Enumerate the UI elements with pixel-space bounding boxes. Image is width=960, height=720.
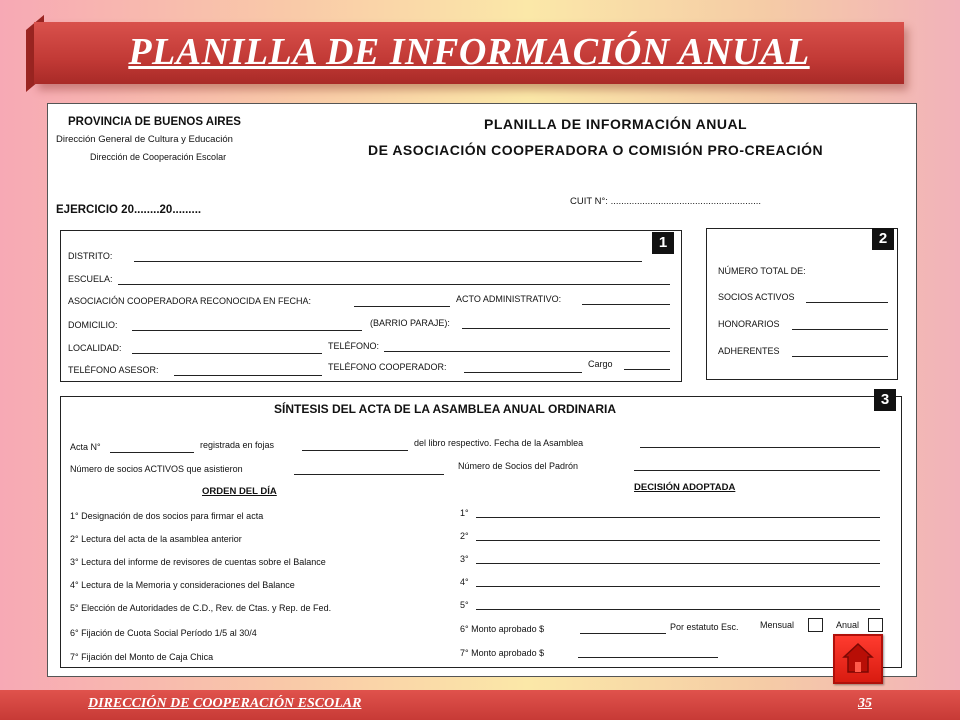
cargo-field[interactable] <box>624 369 670 370</box>
socios-asistieron-label: Número de socios ACTIVOS que asistieron <box>70 464 243 474</box>
section-1-number: 1 <box>652 232 674 254</box>
anual-checkbox[interactable] <box>868 618 883 632</box>
section-3-title: SÍNTESIS DEL ACTA DE LA ASAMBLEA ANUAL ORDINARIA <box>274 402 617 416</box>
localidad-field[interactable] <box>132 353 322 354</box>
decision-field[interactable] <box>476 586 880 587</box>
anual-label: Anual <box>836 620 860 630</box>
decision-heading: DECISIÓN ADOPTADA <box>634 482 736 493</box>
decision-item: 7° Monto aprobado $ <box>460 648 545 658</box>
escuela-field[interactable] <box>118 284 670 285</box>
org-subdirection: Dirección de Cooperación Escolar <box>90 152 227 162</box>
mensual-label: Mensual <box>760 620 795 630</box>
org-direction: Dirección General de Cultura y Educación <box>56 134 233 145</box>
socios-padron-label: Número de Socios del Padrón <box>458 461 579 471</box>
org-province: PROVINCIA DE BUENOS AIRES <box>68 116 241 128</box>
honorarios-field[interactable] <box>792 329 888 330</box>
estatuto-label: Por estatuto Esc. <box>670 622 739 632</box>
cargo-label: Cargo <box>588 359 613 369</box>
tel-coop-label: TELÉFONO COOPERADOR: <box>328 362 447 372</box>
decision-item: 6° Monto aprobado $ <box>460 624 545 634</box>
barrio-field[interactable] <box>462 328 670 329</box>
fecha-asamblea-field[interactable] <box>640 447 880 448</box>
cuota-amount-field[interactable] <box>580 633 666 634</box>
adherentes-label: ADHERENTES <box>718 346 780 356</box>
decision-field[interactable] <box>476 609 880 610</box>
page-number: 35 <box>858 696 872 711</box>
total-label: NÚMERO TOTAL DE: <box>718 266 806 276</box>
section-3-number: 3 <box>874 389 896 411</box>
acto-field[interactable] <box>582 304 670 305</box>
section-2-box <box>706 228 898 380</box>
socios-activos-field[interactable] <box>806 302 888 303</box>
domicilio-label: DOMICILIO: <box>68 320 118 330</box>
agenda-item: 5° Elección de Autoridades de C.D., Rev. de Ctas. y Rep. de Fed. <box>70 603 332 613</box>
socios-asistieron-field[interactable] <box>294 474 444 475</box>
decision-field[interactable] <box>476 540 880 541</box>
page-title: PLANILLA DE INFORMACIÓN ANUAL <box>128 31 810 73</box>
cuit-label: CUIT N°: ......................................................... <box>570 196 762 207</box>
acto-label: ACTO ADMINISTRATIVO: <box>456 294 562 304</box>
footer-text: DIRECCIÓN DE COOPERACIÓN ESCOLAR <box>88 696 362 711</box>
barrio-label: (BARRIO PARAJE): <box>370 318 450 328</box>
decision-item: 3° <box>460 554 469 564</box>
agenda-item: 3° Lectura del informe de revisores de cuentas sobre el Balance <box>70 557 326 567</box>
orden-del-dia-heading: ORDEN DEL DÍA <box>202 486 277 497</box>
telefono-field[interactable] <box>384 351 670 352</box>
acta-field[interactable] <box>110 452 194 453</box>
decision-item: 2° <box>460 531 469 541</box>
home-icon <box>835 636 881 682</box>
agenda-item: 6° Fijación de Cuota Social Período 1/5 al 30/4 <box>70 628 257 638</box>
agenda-item: 4° Lectura de la Memoria y consideraciones del Balance <box>70 580 295 590</box>
decision-item: 4° <box>460 577 469 587</box>
mensual-checkbox[interactable] <box>808 618 823 632</box>
section-2-number: 2 <box>872 228 894 250</box>
telefono-label: TELÉFONO: <box>328 341 380 351</box>
form-title-2: DE ASOCIACIÓN COOPERADORA O COMISIÓN PRO-CREACIÓN <box>368 142 824 158</box>
fecha-field[interactable] <box>354 306 450 307</box>
form-title-1: PLANILLA DE INFORMACIÓN ANUAL <box>484 116 748 132</box>
localidad-label: LOCALIDAD: <box>68 343 122 353</box>
socios-activos-label: SOCIOS ACTIVOS <box>718 292 795 302</box>
acta-label: Acta N° <box>70 442 101 452</box>
tel-asesor-field[interactable] <box>174 375 322 376</box>
agenda-item: 2° Lectura del acta de la asamblea anterior <box>70 534 242 544</box>
tel-coop-field[interactable] <box>464 372 582 373</box>
fojas-field[interactable] <box>302 450 408 451</box>
escuela-label: ESCUELA: <box>68 274 113 284</box>
agenda-item: 1° Designación de dos socios para firmar el acta <box>70 511 264 521</box>
registrada-label: registrada en fojas <box>200 440 275 450</box>
form-document <box>47 103 917 677</box>
title-banner <box>34 22 904 84</box>
honorarios-label: HONORARIOS <box>718 319 780 329</box>
libro-label: del libro respectivo. Fecha de la Asamblea <box>414 438 584 448</box>
adherentes-field[interactable] <box>792 356 888 357</box>
caja-chica-amount-field[interactable] <box>578 657 718 658</box>
distrito-label: DISTRITO: <box>68 251 113 261</box>
socios-padron-field[interactable] <box>634 470 880 471</box>
distrito-field[interactable] <box>134 261 642 262</box>
domicilio-field[interactable] <box>132 330 362 331</box>
decision-field[interactable] <box>476 517 880 518</box>
tel-asesor-label: TELÉFONO ASESOR: <box>68 365 159 375</box>
home-button[interactable] <box>833 634 883 684</box>
agenda-item: 7° Fijación del Monto de Caja Chica <box>70 652 214 662</box>
ejercicio-label: EJERCICIO 20........20......... <box>56 204 202 216</box>
decision-field[interactable] <box>476 563 880 564</box>
decision-item: 1° <box>460 508 469 518</box>
asociacion-label: ASOCIACIÓN COOPERADORA RECONOCIDA EN FECHA: <box>68 296 312 306</box>
decision-item: 5° <box>460 600 469 610</box>
